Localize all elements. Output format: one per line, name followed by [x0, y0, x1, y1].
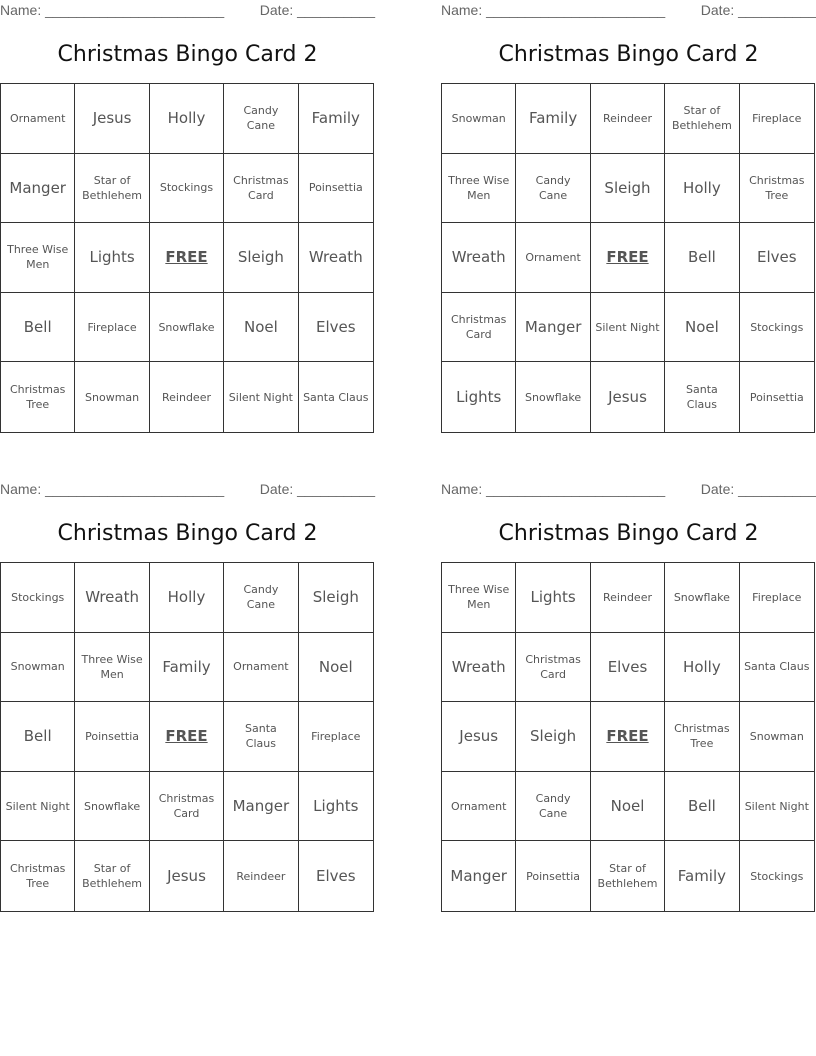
bingo-cell: Wreath	[442, 633, 516, 703]
bingo-cell: Fireplace	[299, 702, 373, 772]
bingo-cell: Noel	[299, 633, 373, 703]
date-field-label: Date: __________	[700, 2, 816, 18]
bingo-cell: Fireplace	[740, 84, 814, 154]
bingo-cell: Jesus	[442, 702, 516, 772]
bingo-cell: Snowman	[740, 702, 814, 772]
bingo-cell: Holly	[150, 84, 224, 154]
bingo-cell: Bell	[1, 293, 75, 363]
bingo-cell: Ornament	[516, 223, 590, 293]
bingo-cell: Bell	[1, 702, 75, 772]
bingo-cell: Manger	[1, 154, 75, 224]
bingo-cell: Poinsettia	[749, 390, 804, 404]
bingo-cell: Reindeer	[591, 563, 665, 633]
bingo-cell: Snowflake	[150, 293, 224, 363]
bingo-cell: Manger	[224, 772, 298, 842]
bingo-grid	[0, 83, 374, 433]
bingo-cell: Stockings	[740, 293, 814, 363]
bingo-cell: Elves	[591, 633, 665, 703]
bingo-cell: Silent Night	[591, 293, 665, 363]
bingo-cell: Jesus	[150, 841, 224, 911]
bingo-cell: Snowman	[75, 362, 149, 432]
bingo-cell: Star of Bethlehem	[75, 154, 149, 224]
bingo-cell: Reindeer	[224, 841, 298, 911]
bingo-cell: Stockings	[750, 869, 804, 883]
bingo-cell: Bell	[665, 772, 739, 842]
bingo-cell: Sleigh	[591, 154, 665, 224]
bingo-cell: Christmas Tree	[665, 702, 739, 772]
bingo-cell: Bell	[665, 223, 739, 293]
bingo-cell: Elves	[316, 867, 356, 886]
bingo-cell: Candy Cane	[224, 563, 298, 633]
bingo-cell: Fireplace	[740, 563, 814, 633]
bingo-grid	[0, 562, 374, 912]
bingo-cell: Reindeer	[150, 362, 224, 432]
free-space-cell: FREE	[591, 223, 665, 293]
bingo-cell: Star of Bethlehem	[591, 841, 665, 911]
name-field-label: Name: _______________________	[441, 481, 666, 497]
bingo-cell: Fireplace	[75, 293, 149, 363]
bingo-cell: Noel	[591, 772, 665, 842]
bingo-cell: Three Wise Men	[1, 223, 75, 293]
bingo-cell: Elves	[740, 223, 814, 293]
bingo-card-4	[441, 479, 816, 913]
name-field-label: Name: _______________________	[0, 481, 225, 497]
bingo-cell: Ornament	[1, 84, 75, 154]
bingo-cell: Ornament	[442, 772, 516, 842]
bingo-cell: Family	[299, 84, 373, 154]
name-date-row	[441, 479, 816, 501]
bingo-cell: Family	[516, 84, 590, 154]
bingo-cell: Wreath	[299, 223, 373, 293]
bingo-cell: Poinsettia	[516, 841, 590, 911]
bingo-cell: Christmas Tree	[740, 154, 814, 224]
card-title: Christmas Bingo Card 2	[498, 42, 759, 67]
bingo-cell: Ornament	[224, 633, 298, 703]
bingo-card-3	[0, 479, 375, 913]
bingo-cell: Lights	[516, 563, 590, 633]
bingo-cell: Snowman	[1, 633, 75, 703]
name-date-row	[441, 0, 816, 22]
bingo-cell: Santa Claus	[224, 702, 298, 772]
bingo-cell: Jesus	[75, 84, 149, 154]
bingo-cell: Silent Night	[740, 772, 814, 842]
bingo-cell: Stockings	[1, 563, 75, 633]
bingo-cell: Star of Bethlehem	[665, 84, 739, 154]
bingo-cell: Silent Night	[224, 362, 298, 432]
bingo-cell: Holly	[150, 563, 224, 633]
bingo-cell: Candy Cane	[516, 154, 590, 224]
free-space-cell: FREE	[591, 702, 665, 772]
date-field-label: Date: __________	[259, 2, 375, 18]
bingo-cell: Sleigh	[299, 563, 373, 633]
bingo-cell: Lights	[442, 362, 516, 432]
bingo-cell: Christmas Card	[516, 633, 590, 703]
bingo-card-1	[0, 0, 375, 434]
bingo-cell: Three Wise Men	[75, 633, 149, 703]
bingo-cell: Manger	[442, 841, 516, 911]
bingo-cell: Poinsettia	[75, 702, 149, 772]
bingo-cell: Snowflake	[75, 772, 149, 842]
bingo-cell: Christmas Tree	[1, 841, 75, 911]
bingo-cell: Reindeer	[591, 84, 665, 154]
name-date-row	[0, 479, 375, 501]
bingo-cell: Lights	[299, 772, 373, 842]
bingo-cell: Snowflake	[516, 362, 590, 432]
free-space-cell: FREE	[150, 223, 224, 293]
bingo-cell: Jesus	[591, 362, 665, 432]
bingo-cell: Candy Cane	[224, 84, 298, 154]
bingo-cell: Christmas Card	[224, 154, 298, 224]
bingo-cell: Elves	[299, 293, 373, 363]
bingo-cell: Sleigh	[224, 223, 298, 293]
bingo-cell: Snowflake	[665, 563, 739, 633]
bingo-cell: Family	[665, 841, 739, 911]
bingo-cell: Three Wise Men	[442, 563, 516, 633]
bingo-cell: Family	[150, 633, 224, 703]
bingo-cell: Holly	[665, 633, 739, 703]
bingo-cell: Lights	[75, 223, 149, 293]
name-field-label: Name: _______________________	[0, 2, 225, 18]
bingo-cell: Candy Cane	[516, 772, 590, 842]
bingo-cell: Noel	[224, 293, 298, 363]
bingo-cell: Poinsettia	[299, 154, 373, 224]
date-field-label: Date: __________	[700, 481, 816, 497]
bingo-cell: Star of Bethlehem	[75, 841, 149, 911]
card-title: Christmas Bingo Card 2	[57, 42, 318, 67]
bingo-cell: Christmas Tree	[1, 362, 75, 432]
bingo-cell: Silent Night	[1, 772, 75, 842]
bingo-cell: Christmas Card	[150, 772, 224, 842]
free-space-cell: FREE	[150, 702, 224, 772]
bingo-cell: Santa Claus	[740, 633, 814, 703]
bingo-cell: Wreath	[75, 563, 149, 633]
bingo-card-2	[441, 0, 816, 434]
bingo-cell: Snowman	[442, 84, 516, 154]
bingo-cell: Three Wise Men	[442, 154, 516, 224]
bingo-cell: Christmas Card	[442, 293, 516, 363]
bingo-cell: Holly	[665, 154, 739, 224]
bingo-cell: Wreath	[442, 223, 516, 293]
bingo-cell: Manger	[516, 293, 590, 363]
date-field-label: Date: __________	[259, 481, 375, 497]
name-date-row	[0, 0, 375, 22]
bingo-cell: Santa Claus	[665, 362, 739, 432]
card-title: Christmas Bingo Card 2	[57, 521, 318, 546]
bingo-cell: Noel	[665, 293, 739, 363]
card-title: Christmas Bingo Card 2	[498, 521, 759, 546]
bingo-cell: Sleigh	[516, 702, 590, 772]
bingo-cell: Stockings	[150, 154, 224, 224]
bingo-grid	[441, 562, 815, 912]
bingo-grid	[441, 83, 815, 433]
bingo-cell: Santa Claus	[303, 390, 369, 404]
name-field-label: Name: _______________________	[441, 2, 666, 18]
